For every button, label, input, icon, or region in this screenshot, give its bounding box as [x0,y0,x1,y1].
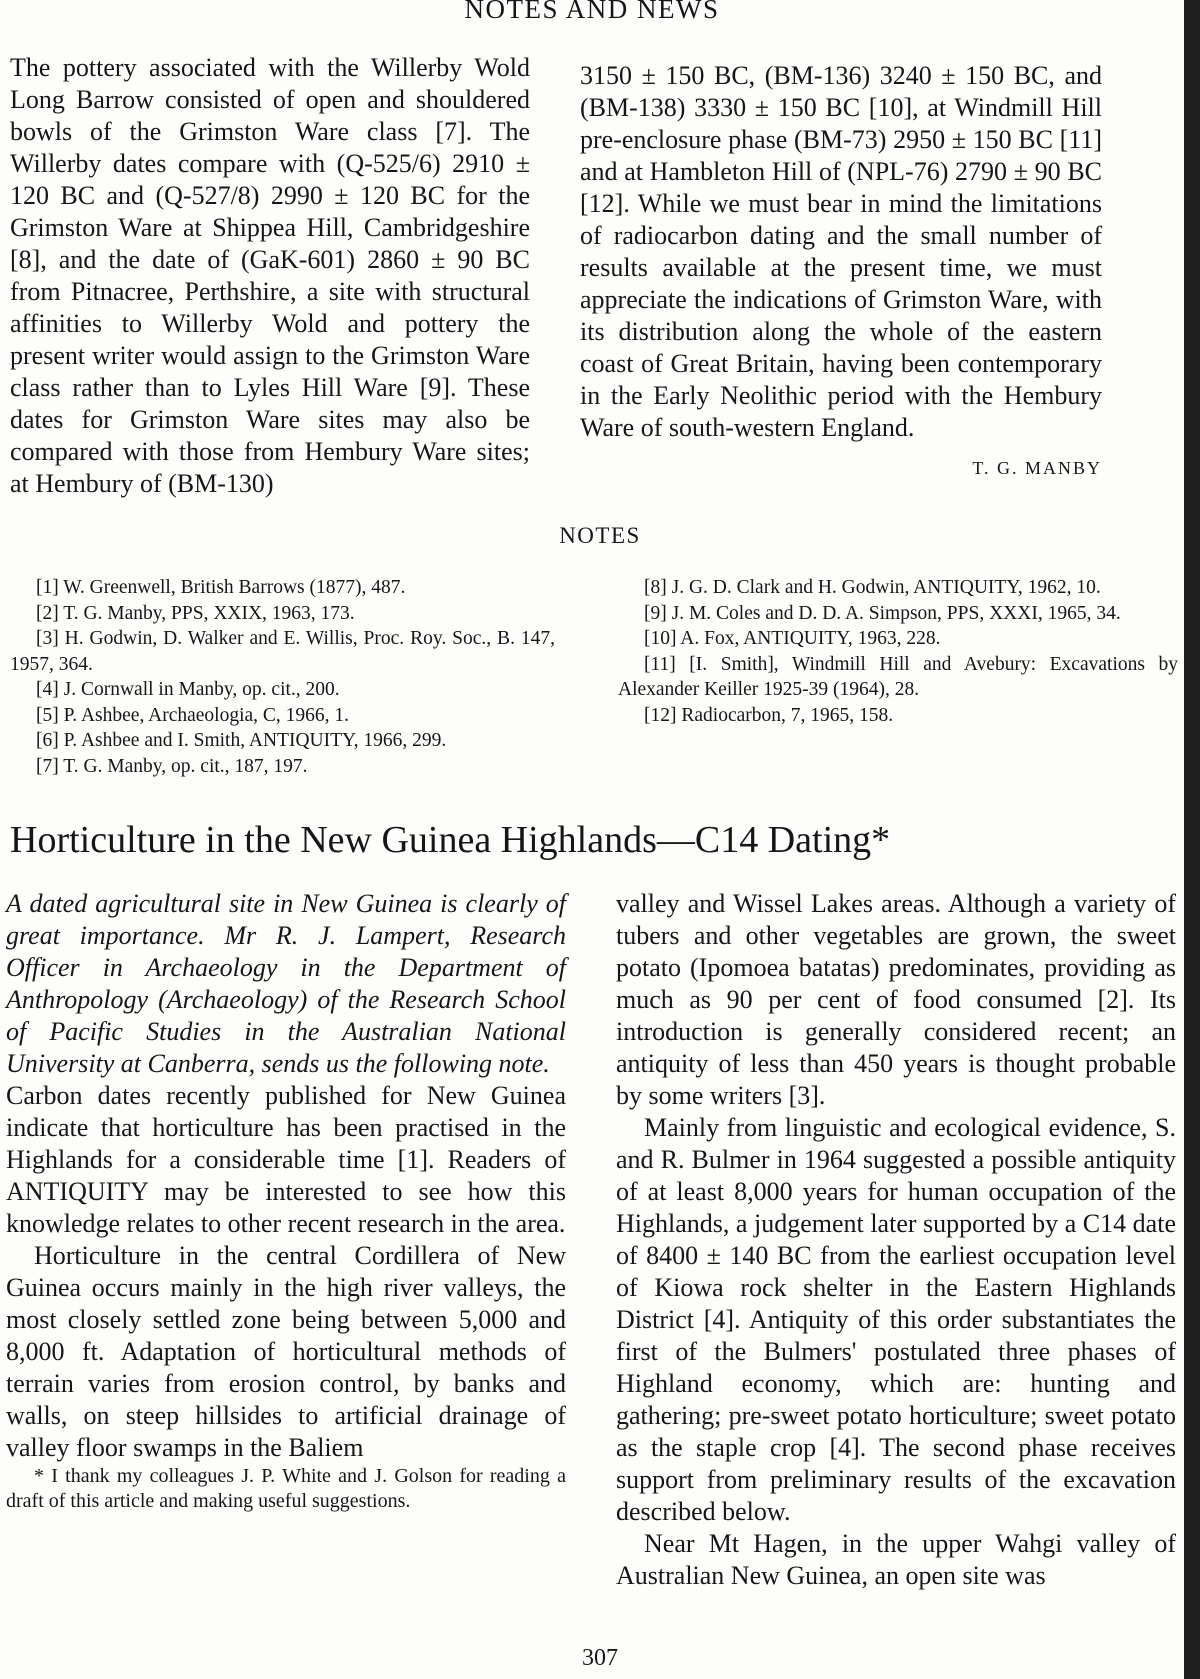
article-title: Horticulture in the New Guinea Highlands—C14 Dating* [10,819,891,861]
notes-left-column [10,575,555,779]
note-item: [6] P. Ashbee and I. Smith, ANTIQUITY, 1966, 299. [36,730,447,751]
article-paragraph: Horticulture in the central Cordillera of New Guinea occurs mainly in the high river valleys, the most closely settled zone being between 5,000 and 8,000 ft. Adaptation of horticultural methods of terrain varies from erosion control, by banks and walls, on steep hillsides to artificial drainage of valley floor swamps in the Baliem [6,1241,566,1462]
note-item: [9] J. M. Coles and D. D. A. Simpson, PPS, XXXI, 1965, 34. [644,602,1121,624]
notes-heading: NOTES [559,523,641,548]
note-item: [1] W. Greenwell, British Barrows (1877), 487. [36,577,406,598]
article-paragraph: Mainly from linguistic and ecological evidence, S. and R. Bulmer in 1964 suggested a possible antiquity of at least 8,000 years for human occupation of the Highlands, a judgement later supported by a C14 date of 8400 ± 140 BC from the earliest occupation level of Kiowa rock shelter in the Eastern Highlands District [4]. Antiquity of this order substantiates the first of the Bulmers' postulated three phases of Highland economy, which are: hunting and gathering; pre-sweet potato horticulture; sweet potato as the staple crop [4]. The second phase receives support from preliminary results of the excavation described below. [616,1113,1176,1526]
article-paragraph: Near Mt Hagen, in the upper Wahgi valley of Australian New Guinea, an open site was [616,1529,1176,1590]
article-paragraph: Carbon dates recently published for New Guinea indicate that horticulture has been practised in the Highlands for a considerable time [1]. Readers of ANTIQUITY may be interested to see how this knowledge relates to other recent research in the area. [6,1081,566,1238]
article-paragraph: valley and Wissel Lakes areas. Although a variety of tubers and other vegetables are grown, the sweet potato (Ipomoea batatas) predominates, providing as much as 90 per cent of food consumed [2]. Its introduction is generally considered recent; an antiquity of less than 450 years is thought probable by some writers [3]. [616,889,1176,1110]
note-item: [5] P. Ashbee, Archaeologia, C, 1966, 1. [36,704,350,726]
note-item: [4] J. Cornwall in Manby, op. cit., 200. [36,679,340,700]
author-signature: T. G. MANBY [972,458,1102,478]
article-footnote: * I thank my colleagues J. P. White and J. Golson for reading a draft of this article and making useful suggestions. [6,1465,566,1512]
article-left-column [6,888,566,1514]
note-item: [10] A. Fox, ANTIQUITY, 1963, 228. [644,628,941,649]
note-item: [3] H. Godwin, D. Walker and E. Willis, Proc. Roy. Soc., B. 147, 1957, 364. [10,628,555,675]
top-right-paragraph: 3150 ± 150 BC, (BM-136) 3240 ± 150 BC, and (BM-138) 3330 ± 150 BC [10], at Windmill Hill pre-enclosure phase (BM-73) 2950 ± 150 BC [11] and at Hambleton Hill of (NPL-76) 2790 ± 90 BC [12]. While we must bear in mind the limitations of radiocarbon dating and the small number of results available at the present time, we must appreciate the indications of Grimston Ware, with its distribution along the whole of the eastern coast of Great Britain, having been contemporary in the Early Neolithic period with the Hembury Ware of south-western England. [580,61,1102,442]
running-header: NOTES AND NEWS [464,0,720,24]
top-left-column [10,52,530,500]
note-item: [11] [I. Smith], Windmill Hill and Avebury: Excavations by Alexander Keiller 1925-39 (1964), 28. [618,653,1178,700]
notes-right-column [618,575,1178,728]
note-item: [8] J. G. D. Clark and H. Godwin, ANTIQUITY, 1962, 10. [644,577,1101,598]
top-right-column [580,60,1102,484]
note-item: [2] T. G. Manby, PPS, XXIX, 1963, 173. [36,602,355,624]
note-item: [12] Radiocarbon, 7, 1965, 158. [644,704,894,726]
article-intro: A dated agricultural site in New Guinea is clearly of great importance. Mr R. J. Lampert, Research Officer in Archaeology in the Department of Anthropology (Archaeology) of the Research School of Pacific Studies in the Australian National University at Canberra, sends us the following note. [6,889,566,1078]
page-number: 307 [582,1645,618,1671]
article-right-column [616,888,1176,1592]
top-left-paragraph: The pottery associated with the Willerby Wold Long Barrow consisted of open and shouldered bowls of the Grimston Ware class [7]. The Willerby dates compare with (Q-525/6) 2910 ± 120 BC and (Q-527/8) 2990 ± 120 BC for the Grimston Ware at Shippea Hill, Cambridgeshire [8], and the date of (GaK-601) 2860 ± 90 BC from Pitnacree, Perthshire, a site with structural affinities to Willerby Wold and pottery the present writer would assign to the Grimston Ware class rather than to Lyles Hill Ware [9]. These dates for Grimston Ware sites may also be compared with those from Hembury Ware sites; at Hembury of (BM-130) [10,53,530,498]
note-item: [7] T. G. Manby, op. cit., 187, 197. [36,755,308,777]
